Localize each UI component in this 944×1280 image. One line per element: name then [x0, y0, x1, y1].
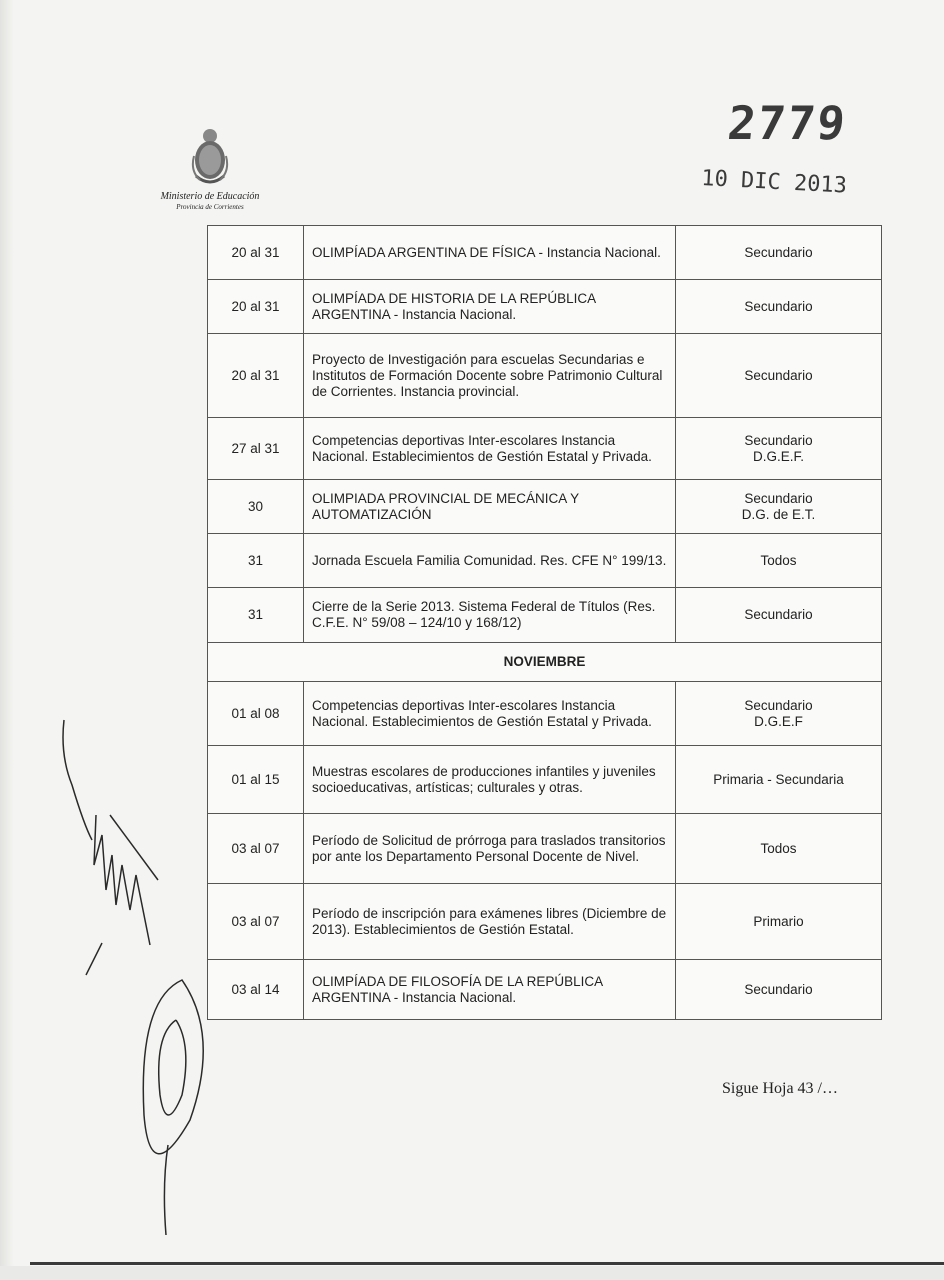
table-row: [208, 960, 882, 1020]
page-bottom-margin: [0, 1266, 944, 1280]
row-level: Secundario D.G. de E.T.: [676, 480, 882, 534]
row-description: Muestras escolares de producciones infantiles y juveniles socioeducativas, artísticas; culturales y otras.: [304, 746, 676, 814]
row-date: 31: [208, 588, 304, 643]
table-row: [208, 746, 882, 814]
row-level: Secundario: [676, 334, 882, 418]
table-row: [208, 534, 882, 588]
row-description: Período de inscripción para exámenes libres (Diciembre de 2013). Establecimientos de Gestión Estatal.: [304, 884, 676, 960]
row-level: Secundario D.G.E.F.: [676, 418, 882, 480]
table-row: [208, 418, 882, 480]
row-level: Primaria - Secundaria: [676, 746, 882, 814]
row-description: OLIMPIADA PROVINCIAL DE MECÁNICA Y AUTOMATIZACIÓN: [304, 480, 676, 534]
table-row: [208, 682, 882, 746]
row-date: 31: [208, 534, 304, 588]
month-label: NOVIEMBRE: [208, 643, 882, 682]
row-level: Secundario: [676, 588, 882, 643]
date-stamp: 10 DIC 2013: [700, 166, 848, 199]
row-level: Todos: [676, 814, 882, 884]
row-date: 20 al 31: [208, 334, 304, 418]
row-description: Competencias deportivas Inter-escolares Instancia Nacional. Establecimientos de Gestión Estatal y Privada.: [304, 418, 676, 480]
page-left-edge: [0, 0, 14, 1266]
row-date: 03 al 14: [208, 960, 304, 1020]
row-description: Cierre de la Serie 2013. Sistema Federal de Títulos (Res. C.F.E. N° 59/08 – 124/10 y 168/12): [304, 588, 676, 643]
row-level: Secundario: [676, 280, 882, 334]
table-row: [208, 334, 882, 418]
row-date: 01 al 15: [208, 746, 304, 814]
row-description: Competencias deportivas Inter-escolares Instancia Nacional. Establecimientos de Gestión Estatal y Privada.: [304, 682, 676, 746]
row-description: Período de Solicitud de prórroga para traslados transitorios por ante los Departamento Personal Docente de Nivel.: [304, 814, 676, 884]
table-row: [208, 480, 882, 534]
row-date: 01 al 08: [208, 682, 304, 746]
row-date: 03 al 07: [208, 884, 304, 960]
continuation-note: Sigue Hoja 43 /…: [722, 1080, 838, 1097]
table-row: [208, 226, 882, 280]
resolution-number: 2779: [725, 96, 850, 150]
row-level: Todos: [676, 534, 882, 588]
row-description: Jornada Escuela Familia Comunidad. Res. CFE N° 199/13.: [304, 534, 676, 588]
row-level: Secundario D.G.E.F: [676, 682, 882, 746]
row-date: 20 al 31: [208, 226, 304, 280]
handwritten-signature: [50, 715, 250, 1235]
coat-of-arms-logo: [190, 126, 230, 192]
row-description: OLIMPÍADA ARGENTINA DE FÍSICA - Instancia Nacional.: [304, 226, 676, 280]
row-level: Secundario: [676, 226, 882, 280]
row-level: Secundario: [676, 960, 882, 1020]
table-row: [208, 588, 882, 643]
table-row: [208, 280, 882, 334]
row-date: 20 al 31: [208, 280, 304, 334]
row-date: 30: [208, 480, 304, 534]
province-name: Provincia de Corrientes: [176, 203, 244, 211]
row-date: 03 al 07: [208, 814, 304, 884]
row-description: OLIMPÍADA DE FILOSOFÍA DE LA REPÚBLICA ARGENTINA - Instancia Nacional.: [304, 960, 676, 1020]
row-level: Primario: [676, 884, 882, 960]
row-description: OLIMPÍADA DE HISTORIA DE LA REPÚBLICA ARGENTINA - Instancia Nacional.: [304, 280, 676, 334]
table-row: [208, 884, 882, 960]
ministry-header: [140, 192, 280, 211]
row-date: 27 al 31: [208, 418, 304, 480]
ministry-name: Ministerio de Educación: [160, 191, 260, 202]
month-header-row: [208, 643, 882, 682]
calendar-table: [207, 225, 882, 1020]
page-bottom-edge: [30, 1262, 944, 1265]
table-row: [208, 814, 882, 884]
row-description: Proyecto de Investigación para escuelas Secundarias e Institutos de Formación Docente sobre Patrimonio Cultural de Corrientes. Instancia provincial.: [304, 334, 676, 418]
